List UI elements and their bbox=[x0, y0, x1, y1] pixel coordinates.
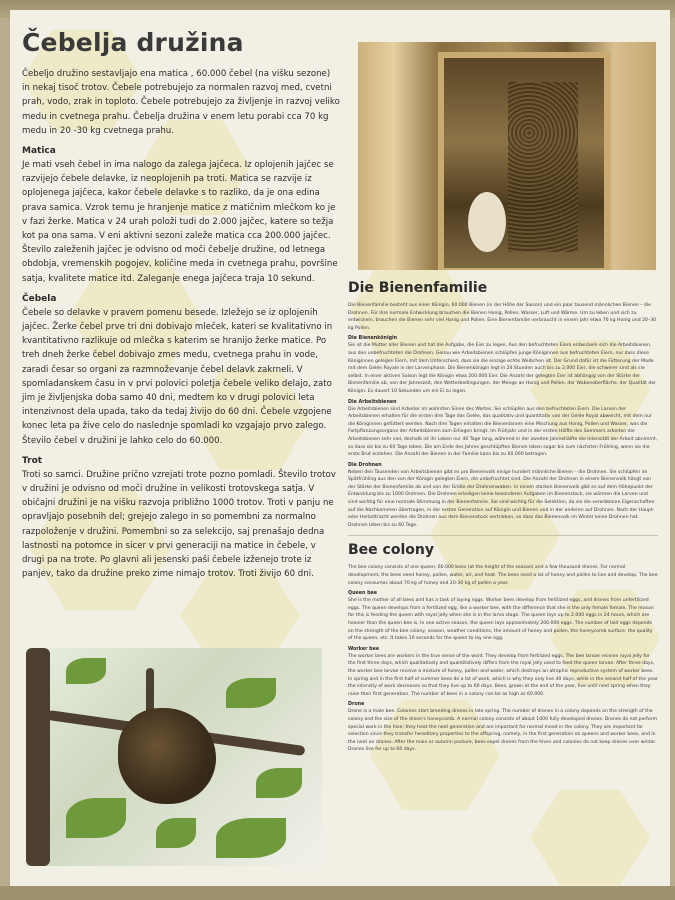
trot-heading: Trot bbox=[22, 455, 43, 466]
matica-heading: Matica bbox=[22, 146, 56, 157]
slovene-intro: Čebeljo družino sestavljajo ena matica , 60.000 čebel (na višku sezone) in nekaj tisoč trotov. Čebele potrebujejo za normalen razvoj med, cvetni prah, vodo, zrak in toploto. Čebele potrebujejo za življenje in razvoj veliko medu in cvetnega prahu. Čebelja družina v enem letu porabi cca 70 kg medu in 20 -30 kg cvetnega prahu. bbox=[22, 69, 340, 136]
leaf bbox=[256, 768, 302, 798]
leaf bbox=[66, 798, 126, 838]
english-title: Bee colony bbox=[348, 542, 434, 559]
german-intro: Die Bienenfamilie besteht aus einer Königin, 60.000 Bienen (in der Höhe der Saison) und ein paar tausend männlichen Bienen – die Drohnen. Für ihre normale Entwicklung brauchen die Bienen Honig, Pollen, Wasser, Luft und Wärme. Um zu leben und sich zu entwickeln, brauchen die Bienen sehr viel Honig und Pollen. Eine Bienenfamilie verbraucht in einem Jahr etwa 70 kg Honig und 20–30 kg Pollen. bbox=[348, 303, 657, 331]
slovene-column bbox=[22, 28, 340, 590]
leaf bbox=[216, 818, 286, 858]
translation-column bbox=[348, 280, 658, 758]
matica-text: Je mati vseh čebel in ima nalogo da zalega jajčeca. Iz oplojenih jajčec se razvijejo čebele delavke, iz neoplojenih pa troti. Matica se razvije iz oplojenega jajčeca, kakor čebele delavke s to razliko, da je ona edina prava samica. Vzrok temu je hranjenje matice z matičnim mlečkom ko je v fazi žerke. Matica v 24 urah položi tudi do 2.000 jajčec, katere so težja kot pa ona sama. V eni aktivni sezoni zaleže matica cca 200.000 jajčec. Število zaleženih jajčec je odvisno od moči čebelje družine, od letnega obdobja, vremenskih pogojev, količine meda in cvetnega prahu, površine satja, kvalitete matice itd. Zaleganje enega jajčeca traja 10 sekund. bbox=[22, 160, 338, 284]
english-drone-heading: Drone bbox=[348, 702, 365, 708]
german-drone-heading: Die Drohnen bbox=[348, 462, 382, 468]
cebela-heading: Čebela bbox=[22, 293, 57, 304]
slovene-title: Čebelja družina bbox=[22, 28, 244, 57]
english-queen-heading: Queen bee bbox=[348, 591, 378, 597]
divider bbox=[348, 535, 658, 536]
bee-swarm bbox=[118, 708, 216, 804]
sign-frame-bottom bbox=[0, 886, 675, 900]
leaf bbox=[156, 818, 196, 848]
beehive-frame-photo bbox=[358, 42, 656, 270]
bee-swarm-photo bbox=[26, 648, 322, 866]
wax-swirl bbox=[468, 192, 506, 252]
german-worker-text: Die Arbeitsbienen sind Arbeiter im wahrsten Sinne des Wortes. Sie schlüpfen aus den befruchteten Eiern. Die Larven der Arbeitsbienen erhalten für die ersten drei Tage das Gelée, das qualitativ und quantitativ von der Gelée Royal abweicht, mit dem nur die Königinnen gefüttert werden. Nach drei Tagen erhalten die Bienenlarven eine Mischung aus Honig, Pollen und Wasser, was die Fortpflanzungsorgane der Arbeitsbienen zum Erliegen bringt. Im Frühjahr und in der ersten Hälfte des Sommers arbeiten die Arbeitsbienen sehr viel, deshalb ist ihr Leben nur 40 Tage lang, während in der zweiten Jahreshälfte die Intensität der Arbeit abnimmt, so dass sie bis zu 60 Tage leben. Die am Ende des Jahres geschlüpften Bienen leben sogar bis zum nächsten Frühling, wenn sie die erste Brut erziehen. Die Anzahl der Bienen in der Familie kann bis zu 60.000 betragen. bbox=[348, 406, 658, 458]
german-worker-heading: Die Arbeitsbienen bbox=[348, 399, 397, 405]
english-worker-heading: Worker bee bbox=[348, 646, 380, 652]
german-title: Die Bienenfamilie bbox=[348, 280, 488, 296]
german-drone-text: Neben den Tausenden von Arbeitsbienen gibt es pro Bienenvolk einige hundert männliche Bienen – die Drohnen. Sie schlüpfen im Spätfrühling aus den von der Königin gelegten Eiern, die unbefruchtet sind. Die Anzahl der Drohnen in einem Bienenvolk hängt von der Stärke der Bienenfamilie ab und von der Größe der Drohnenwaben. In einem starken Bienenvolk gibt es auf dem Höhepunkt der Entwicklung bis zu 1000 Drohnen. Die Drohnen erledigen keine besonderen Aufgaben im Bienenstock, sie wärmen die Larven und sind wichtig für eine normale Stimmung in der Bienenfamilie. Sie sind wichtig für die Selektion, da sie die vererbbaren Eigenschaften auf die Nachkommen übertragen, in der ersten Generation auf Königin und Bienen und in der anderen auf Drohnen. Nach der Haupt- oder Herbsttracht werden die Drohnen aus dem Bienenstock vertrieben, so dass das Bienenvolk im Winter keine Drohnen hat. Drohnen leben bis zu 60 Tage. bbox=[348, 469, 655, 528]
trot-text: Troti so samci. Družine prično vzrejati trote pozno pomladi. Število trotov v družini je odvisno od moči družine in velikosti trotovskega satja. V običajni družini je na višku razvoja približno 1000 trotov. Troti v panju ne opravljajo posebnih del; grejejo zalego in so pomembni za normalno razpoloženje v družini. Pomembni so za selekcijo, saj prenašajo dedna lastnosti na potomce in sicer v prvi generaciji na matice in čebele, v drugi pa na trote. Po glavni ali jesenski paši čebele izženejo trote iz panjev, tako da družine preko zime nimajo trotov. Troti živijo 60 dni. bbox=[22, 469, 336, 580]
english-intro: The bee colony consists of one queen, 60.000 bees (at the height of the season) and a few thousand drones. For normal development, the bees need honey, pollen, water, air, and heat. The bees need a lot of honey and pollen to live and develop. The bee colony consumes about 70 kg of honey and 20-30 kg of pollen a year. bbox=[348, 565, 658, 586]
bee-cluster bbox=[508, 82, 578, 252]
german-queen-heading: Die Bienenkönigin bbox=[348, 336, 398, 342]
leaf bbox=[226, 678, 276, 708]
english-drone-text: Drone is a male bee. Colonies start breeding drones in late spring. The number of drones in a colony depends on the strength of the colony and the size of the drone's honeycomb. A normal colony consists of about 1000 fully developed drones. Drones do not perform special work in the hive; they heat the next generation and are important for normal mood in the colony. They are important for selection since they transfer hereditary properties to the offspring, namely, in the first generation on queens and worker bees, and in the next on drones. After the main or autumn pasture, bees expel drones from the hives and colonies do not keep drones over winter. Drones live for up to 60 days. bbox=[348, 709, 658, 753]
hexagon-decor bbox=[530, 790, 650, 885]
english-worker-text: The worker bees are workers in the true sense of the word. They develop from fertilized eggs. The bee larvae receive royal jelly for the first three days, which qualitatively and quantitatively differs from the royal jelly used to feed the queen larvae. After three days, the worker bee larvae receive a mixture of honey, pollen and water, which destroys an atrophic reproductive system of worker bees. In spring and in the first half of summer bees do a lot of work, which is why they only live 40 days, while in the second half of the year the intensity of work decreases so that they live up to 60 days. Bees, grown at the end of the year, live until next spring when they raise their first generation. The number of bees in a colony can be as high as 60.000. bbox=[348, 653, 658, 697]
english-queen-text: She is the mother of all bees and has a task of laying eggs. Worker bees develop from fertilized eggs, and drones from unfertilized eggs. The queen develops from a fertilized egg, like a worker bee, with the difference that she is the only female female. The reason for this is feeding the queen with royal jelly when she is in the larva stage. The queen lays up to 2.000 eggs in 24 hours, which are heavier than the queen bee is. In one active season, the queen lays approximately 200.000 eggs. The number of laid eggs depends on the strength of the bee colony, season, weather conditions, the amount of honey and pollen, the honeycomb surface, the quality of the queen, etc. It takes 10 seconds for the queen to lay one egg. bbox=[348, 598, 654, 642]
cebela-text: Čebele so delavke v pravem pomenu besede. Izležejo se iz oplojenih jajčec. Žerke čebel prve tri dni dobivajo mleček, kateri se kvalitativno in kvantitativno razlikuje od mlečka s katerim se hranijo žerke matice. Po treh dneh žerke čebel dobivajo zmes medu, cvetnega prahu in vode, zaradi česar so organi za razmnoževanje čebel delavk zakrneli. V spomladanskem času in v prvi polovici poletja čebele veliko delajo, zato jim je življenjska doba samo 40 dni, medtem ko v drugi polovici leta intenzivnost dela upada, tako da tedaj živijo do 60 dni. Čebele vzgojene konec leta pa žive celo do naslednje spomladi ko vzgajajo prvo zalego. Število čebel v družini je lahko celo do 60.000. bbox=[22, 307, 333, 446]
german-queen-text: Sie ist die Mutter aller Bienen und hat die Aufgabe, die Eier zu legen. Aus den befruchteten Eiern entwickeln sich die Arbeitsbienen, aus den unbefruchteten die Drohnen. Genau wie Arbeitsbienen schlüpfen junge Königinnen aus befruchteten Eiern, nur dass diese Königinnen gelegen Eiern, mit dem Unterschied, dass sie die einzige echte Weibchen ist. Der Grund dafür ist die Fütterung der Made mit dem Gelée Royale in der Larvenphase. Die Bienenkönigin legt in 24 Stunden auch bis zu 2.000 Eier, die schwerer sind als sie selbst. In einer aktiven Saison legt die Königin etwa 200.000 Eier. Die Anzahl der gelegten Eier ist abhängig von der Stärke der Bienenfamilie ab, von der Jahreszeit, den Wetterbedingungen, der Menge an Honig und Pollen, der Wabenoberfläche, der Qualität der Königin. Es dauert 10 Sekunden um ein Ei zu legen. bbox=[348, 343, 657, 394]
leaf bbox=[66, 658, 106, 684]
tree-trunk bbox=[26, 648, 50, 866]
